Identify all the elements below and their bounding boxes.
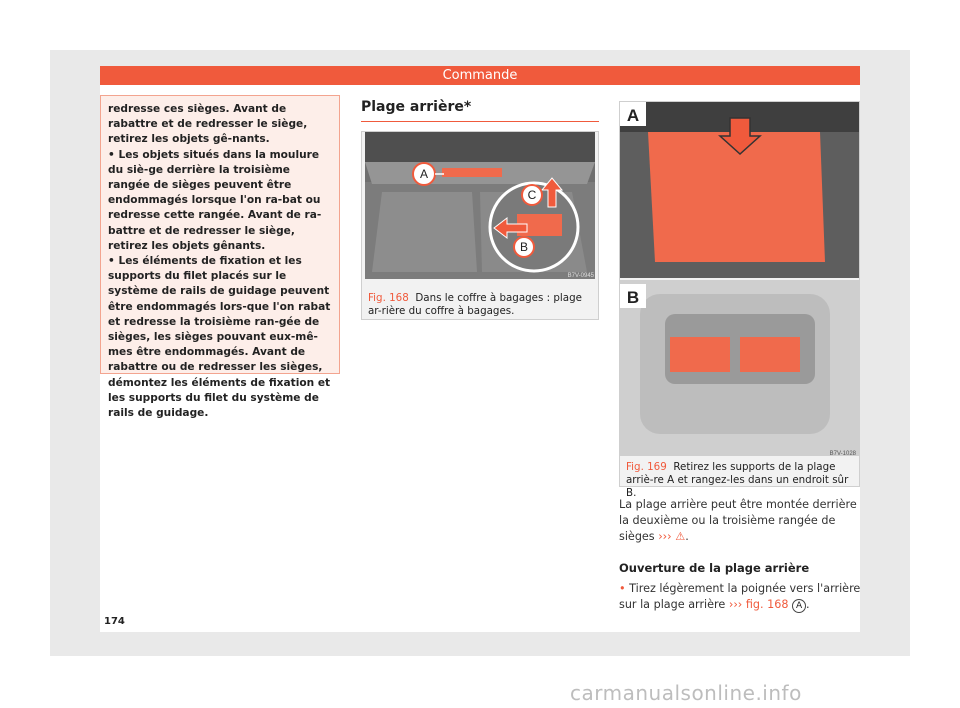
warning-paragraph-1: redresse ces sièges. Avant de rabattre et de redresser le siège, retirez les objets gê-nants. [108,103,308,146]
chapter-header: Commande [100,66,860,85]
warning-bullet-2: • Les éléments de fixation et les supports du filet placés sur le système de rails de guidage peuvent être endommagés lors-que l'on rabat et redresse la troisième ran-gée de sièges, les sièges pouvant eux-mê-mes être endommagés. Avant de rabattre ou de redresser les sièges, démontez les éléments de fixation et les supports du filet du système de rails de guidage. [108,255,331,420]
section-divider [361,121,599,122]
warning-triangle-icon: ⚠ [675,530,686,543]
subsection-title: Ouverture de la plage arrière [619,561,810,575]
fig168-code: B7V-0945 [567,273,594,279]
watermark: carmanualsonline.info [570,681,802,705]
figure-169 [619,101,860,487]
warning-bullet-1: • Les objets situés dans la moulure du siè-ge derrière la troisième rangée de sièges peuvent être endommagés lorsque l'on ra-bat ou redresse cette rangée. Avant de ra-battre et de redresser le siège, retirez les objets gênants. [108,148,322,252]
circle-label-a: A [792,599,806,613]
see-warning-arrows[interactable]: ››› [658,530,672,543]
bullet-icon: • [619,582,626,595]
fig168-label-c: C [527,188,537,202]
fig169-caption-text: Retirez les supports de la plage arriè-re A et rangez-les dans un endroit sûr B. [626,461,849,499]
section-title: Plage arrière* [361,99,472,115]
fig168-label-a: A [419,167,429,181]
fig168-caption-text: Dans le coffre à bagages : plage ar-rière du coffre à bagages. [368,292,582,317]
fig169-number: Fig. 169 [626,461,667,473]
fig168-caption [368,292,596,318]
body-paragraph-text: La plage arrière peut être montée derrière la deuxième ou la troisième rangée de sièges [619,498,857,543]
fig169-code: B7V-1028 [829,451,856,457]
trunk-illustration [362,132,598,319]
fig168-label-b: B [519,240,529,254]
instruction-bullet: • Tirez légèrement la poignée vers l'arrière sur la plage arrière ››› fig. 168 A . [619,582,861,611]
page-number: 174 [104,616,125,627]
fig168-link[interactable]: fig. 168 [745,598,789,611]
body-paragraph: La plage arrière peut être montée derrière la deuxième ou la troisième rangée de sièges ››› ⚠. [619,498,857,543]
fig169-caption [626,461,856,500]
fig169-panel-b: B [626,288,640,307]
support-illustration [620,102,859,486]
warning-box [100,95,340,420]
instruction-text: Tirez légèrement la poignée vers l'arrière sur la plage arrière [619,582,861,611]
fig168-number: Fig. 168 [368,292,409,304]
fig169-panel-a: A [626,106,640,125]
